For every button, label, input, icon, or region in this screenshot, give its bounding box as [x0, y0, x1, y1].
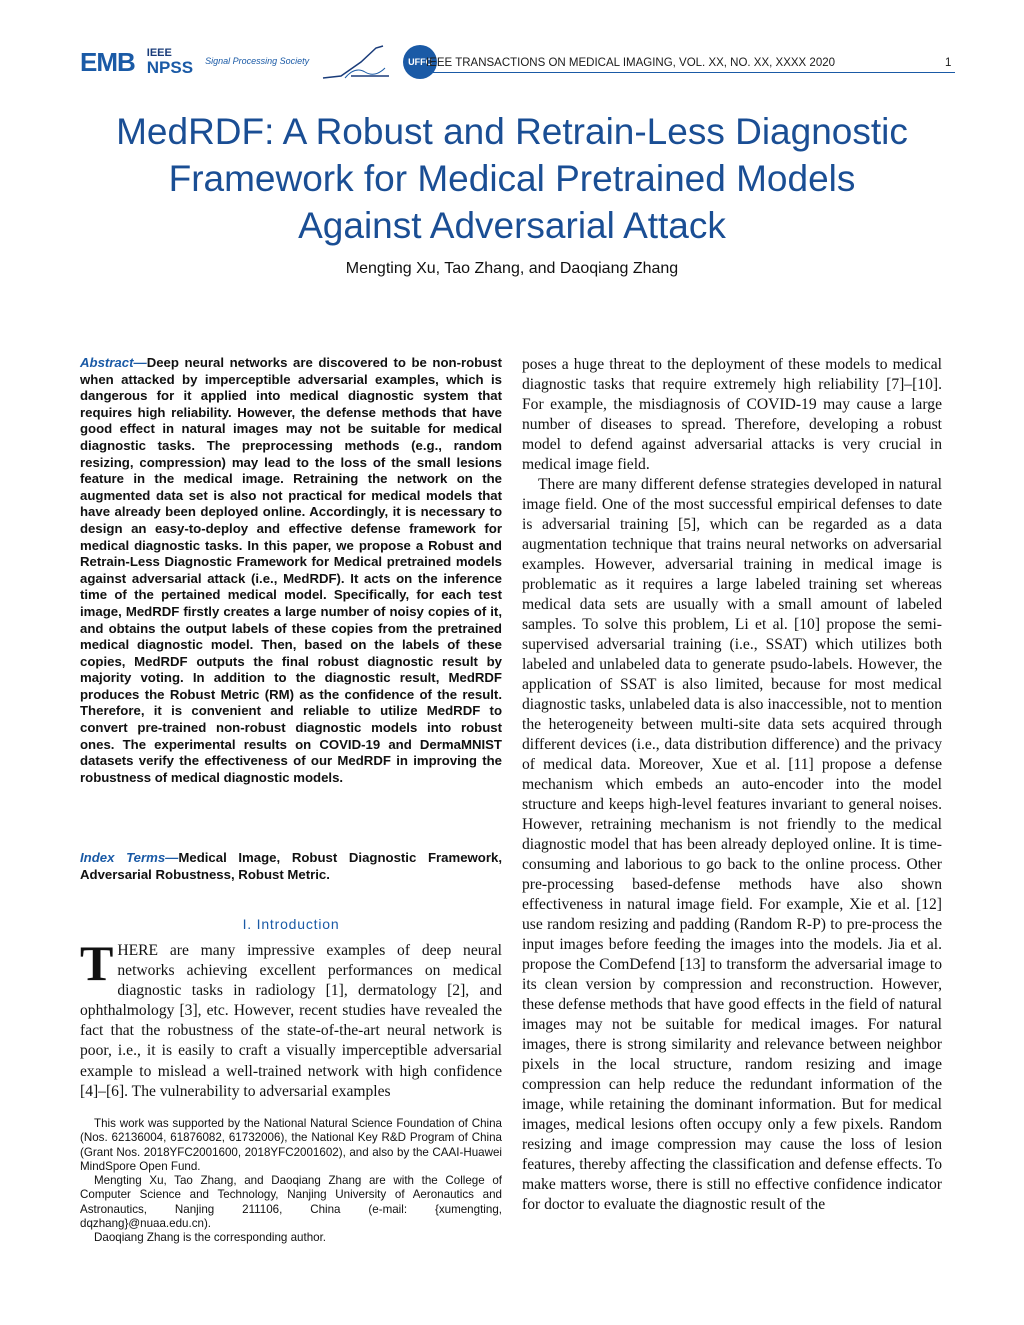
- title-line-1: MedRDF: A Robust and Retrain-Less Diagnostic: [116, 111, 908, 152]
- journal-header: IEEE TRANSACTIONS ON MEDICAL IMAGING, VOL. XX, NO. XX, XXXX 2020: [426, 57, 836, 69]
- abstract-text: Deep neural networks are discovered to be non-robust when attacked by imperceptible adversarial examples, which is dangerous for it applied into medical diagnostic system that requires high reliability. However, the defense methods that have good effect in natural images may not be suitable for medical diagnostic tasks. The preprocessing methods (e.g., random resizing, compression) may lead to the loss of the small lesions feature in the medical image. Retraining the network on the augmented data set is also not practical for medical models that have already been deployed online. Accordingly, it is necessary to design an easy-to-deploy and effective defense framework for medical diagnostic tasks. In this paper, we propose a Robust and Retrain-Less Diagnostic Framework for Medical pretrained models against adversarial attack (i.e., MedRDF). It acts on the inference time of the pertained medical model. Specifically, for each test image, MedRDF firstly creates a large number of noisy copies of it, and obtains the output labels of these copies from the pretrained medical diagnostic model. Then, based on the labels of these copies, MedRDF outputs the final robust diagnostic result by majority voting. In addition to the diagnostic result, MedRDF produces the Robust Metric (RM) as the confidence of the result. Therefore, it is convenient and reliable to utilize MedRDF to convert pre-trained non-robust diagnostic models into robust ones. The experimental results on COVID-19 and DermaMNIST datasets verify the effectiveness of our MedRDF in improving the robustness of medical diagnostic models.: [80, 355, 502, 785]
- section-heading-introduction: I. Introduction: [242, 916, 340, 932]
- introduction-paragraph: [80, 935, 502, 1102]
- signal-processing-society-logo: Signal Processing Society: [205, 56, 310, 67]
- footnote-funding: This work was supported by the National Natural Science Foundation of China (Nos. 62136004, 61876082, 61732006), the National Key R&D Program of China (Grant Nos. 2018YFC2001600, 2018YFC2001602), and also by the CAAI-Huawei MindSpore Open Fund.: [80, 1117, 502, 1173]
- body-paragraph-2: There are many different defense strategies developed in natural image field. One of the most successful empirical defenses to date is adversarial training [5], which can be regarded as a data augmentation technique that trains neural networks on adversarial examples. However, adversarial training in medical image is problematic as it requires a large labeled training set whereas medical data sets are usually with a small amount of labeled samples. To solve this problem, Li et al. [10] propose the semi-supervised adversarial training (i.e., SSAT) which utilizes both labeled and unlabeled data to generate psudo-labels. However, the application of SSAT is also limited, because for most medical diagnostic tasks, unlabeled data is also inaccessible, not to mention the heterogeneity between multi-site data sets acquired through different devices (i.e., data distribution difference) and the privacy of medical data. Moreover, Xue et al. [11] propose a defense mechanism which embeds an auto-encoder into the model structure and keeps high-level features invariant to general noises. However, retraining mechanism is not friendly to the medical diagnostic model that has been already deployed online. It is time-consuming and laborious to go back to the online process. Other pre-processing based-defense methods have also shown effectiveness in natural image field. For example, Xie et al. [12] use random resizing and padding (Random R-P) to pre-process the input images before feeding the images into the models. Jia et al. propose the ComDefend [13] to transform the adversarial image to its clean version by compression and reconstruction. However, these defense methods that have good effects in the field of natural images may not be suitable for medical images. For natural images, there is strong similarity and relevance between neighbor pixels in the local structure, random resizing and image compression can help reduce the redundant information of the image, while retaining the dominant information. But for medical images, medical lesions often occupy only a few pixels. Random resizing and image compression may cause the loss of lesion features, thereby affecting the classification and defense effects. To make matters worse, there is still no effective confidence indicator for doctor to evaluate the diagnostic result of the: [522, 476, 942, 1213]
- uffc-logo: UFFC: [403, 45, 437, 79]
- paper-title: [40, 108, 984, 249]
- right-column-body: [522, 355, 942, 1215]
- abstract-label: Abstract—: [80, 355, 147, 370]
- header-divider: [420, 72, 955, 73]
- ultrasonics-wave-icon: [321, 42, 391, 82]
- body-paragraph-1: poses a huge threat to the deployment of these models to medical diagnostic tasks that require extremely high reliability [7]–[10]. For example, the misdiagnosis of COVID-19 may cause a large number of diseases to spread. Therefore, developing a robust model to defend against adversarial attacks is very crucial in medical image field.: [522, 356, 942, 473]
- paper-authors: Mengting Xu, Tao Zhang, and Daoqiang Zhang: [345, 260, 679, 277]
- title-line-2: Framework for Medical Pretrained Models: [168, 158, 856, 199]
- intro-text: are many impressive examples of deep neural networks achieving excellent performances on medical diagnostic tasks in radiology [1], dermatology [2], and ophthalmology [3], etc. However, recent studies have revealed the fact that the robustness of the state-of-the-art neural network is poor, i.e., it is easily to craft a visually imperceptible adversarial example to mislead a well-trained network with high confidence [4]–[6]. The vulnerability to adversarial examples: [80, 942, 502, 1100]
- ieee-logo-text: IEEE: [146, 47, 172, 59]
- footnote-corresponding: Daoqiang Zhang is the corresponding author.: [94, 1231, 327, 1245]
- ieee-npss-logo: [147, 48, 193, 76]
- index-terms-label: Index Terms—: [80, 850, 179, 865]
- npss-logo-text: NPSS: [146, 58, 194, 77]
- index-terms-text: Medical Image, Robust Diagnostic Framework, Adversarial Robustness, Robust Metric.: [80, 850, 502, 882]
- footnote-affiliation: Mengting Xu, Tao Zhang, and Daoqiang Zhang are with the College of Computer Science and Technology, Nanjing University of Aeronautics and Astronautics, Nanjing 211106, China (e-mail: {xumengting, dqzhang}@nuaa.edu.cn).: [80, 1174, 502, 1231]
- footnotes: [80, 1117, 502, 1246]
- society-logos: [80, 40, 437, 84]
- intro-lead-word: HERE: [117, 942, 159, 959]
- index-terms: [80, 850, 502, 883]
- page-number: 1: [945, 57, 952, 69]
- title-line-3: Against Adversarial Attack: [298, 205, 726, 246]
- emb-logo: EMB: [80, 46, 135, 77]
- abstract: [80, 355, 502, 786]
- drop-cap: T: [80, 935, 114, 991]
